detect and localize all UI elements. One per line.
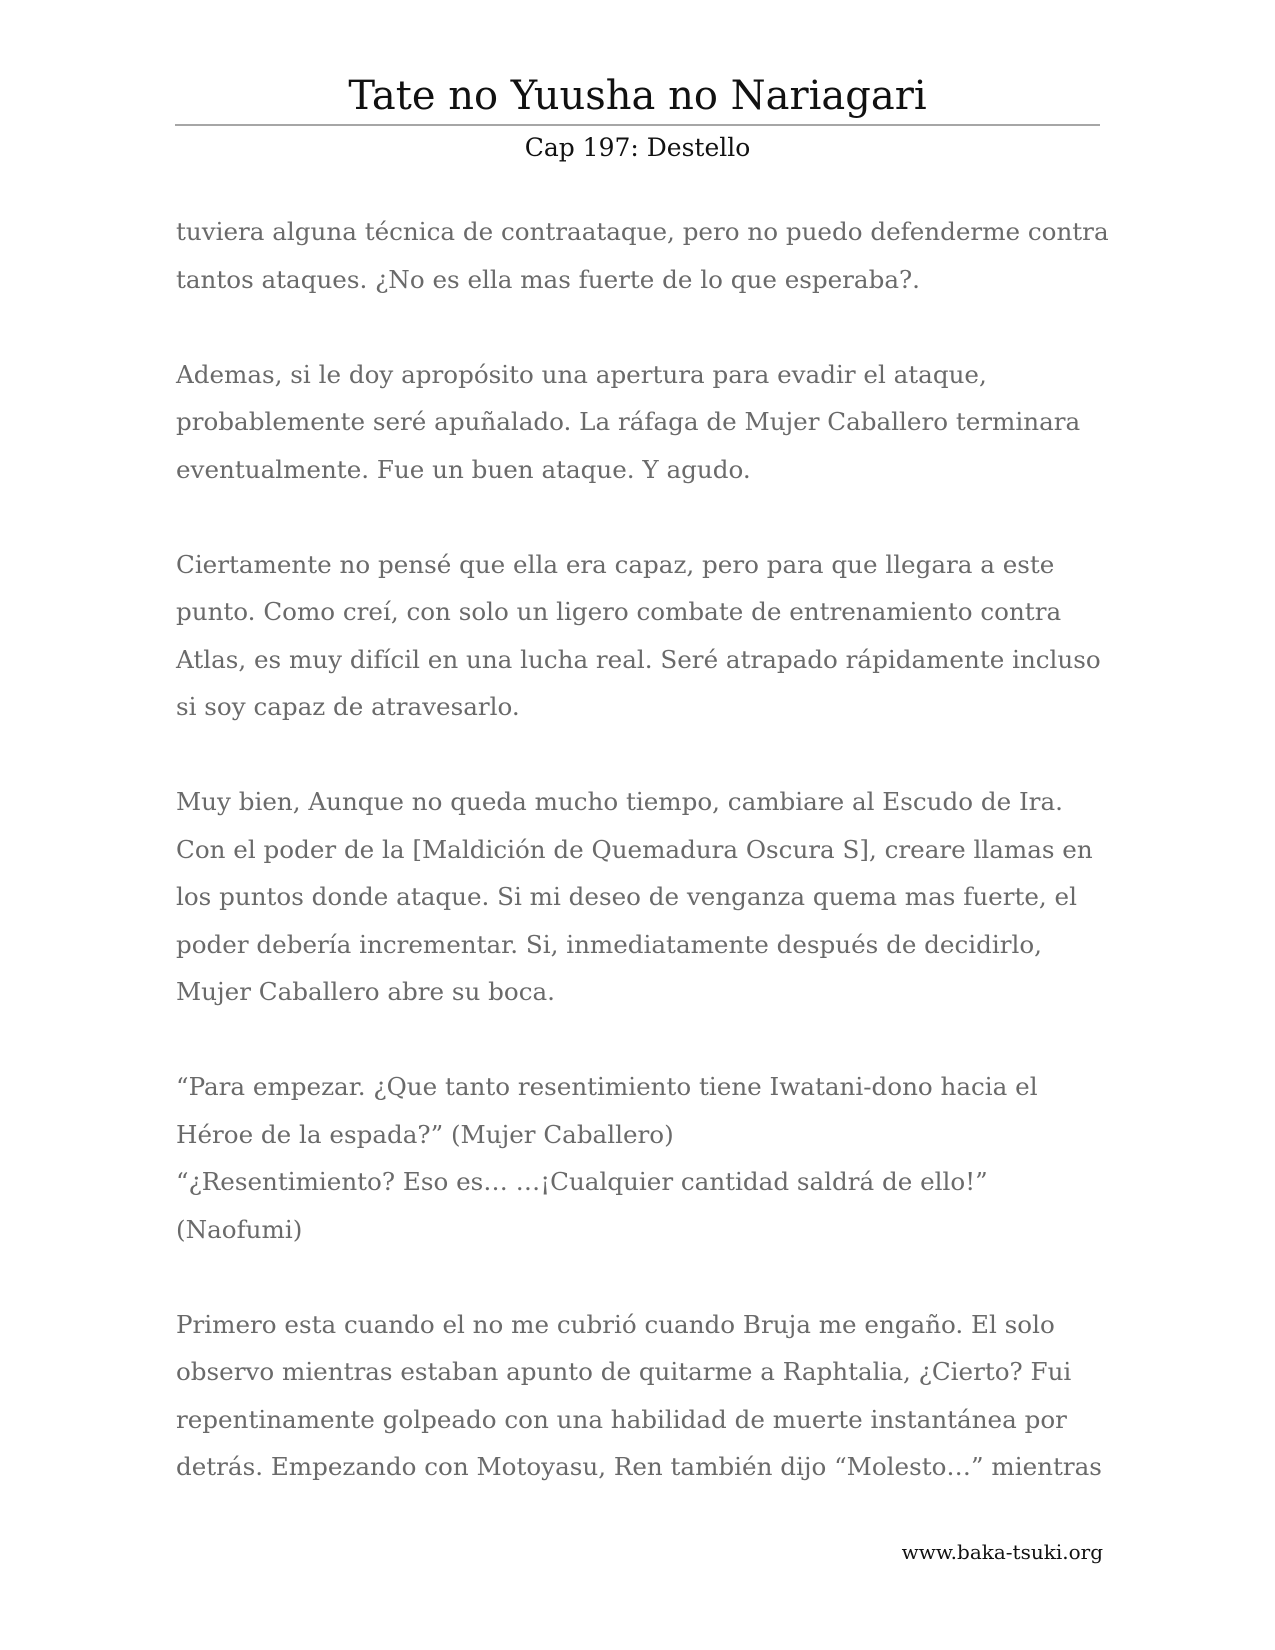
text-line: tantos ataques. ¿No es ella mas fuerte de lo que esperaba?.	[176, 264, 920, 294]
text-line: Primero esta cuando el no me cubrió cuando Bruja me engaño. El solo	[176, 1309, 1055, 1339]
text-line: eventualmente. Fue un buen ataque. Y agudo.	[176, 454, 751, 484]
text-line: los puntos donde ataque. Si mi deseo de venganza quema mas fuerte, el	[176, 882, 1077, 911]
text-line: Atlas, es muy difícil en una lucha real. Seré atrapado rápidamente incluso	[176, 644, 1101, 674]
text-line: Ademas, si le doy apropósito una apertura para evadir el ataque,	[176, 359, 987, 389]
paragraph-4	[176, 778, 1106, 1016]
paragraph-3	[176, 541, 1106, 731]
paragraph-2	[176, 351, 1106, 494]
paragraph-1	[176, 208, 1109, 303]
text-line: observo mientras estaban apunto de quitarme a Raphtalia, ¿Cierto? Fui	[176, 1357, 1072, 1386]
text-line: Mujer Caballero abre su boca.	[176, 977, 555, 1006]
text-line: (Naofumi)	[176, 1214, 303, 1244]
text-line: Con el poder de la [Maldición de Quemadura Oscura S], creare llamas en	[176, 834, 1093, 864]
header-divider	[175, 124, 1100, 126]
text-line: “¿Resentimiento? Eso es… …¡Cualquier cantidad saldrá de ello!”	[176, 1167, 988, 1196]
text-line: Héroe de la espada?” (Mujer Caballero)	[176, 1119, 674, 1149]
text-line: Ciertamente no pensé que ella era capaz, pero para que llegara a este	[176, 549, 1055, 579]
text-line: “Para empezar. ¿Que tanto resentimiento tiene Iwatani-dono hacia el	[176, 1072, 1038, 1101]
text-line: Muy bien, Aunque no queda mucho tiempo, cambiare al Escudo de Ira.	[176, 787, 1063, 816]
body-text	[176, 208, 1109, 1538]
text-line: si soy capaz de atravesarlo.	[176, 692, 520, 721]
text-line: tuviera alguna técnica de contraataque, pero no puedo defenderme contra	[176, 217, 1109, 246]
text-line: punto. Como creí, con solo un ligero combate de entrenamiento contra	[176, 597, 1062, 626]
text-line: poder debería incrementar. Si, inmediatamente después de decidirlo,	[176, 929, 1042, 959]
text-line: detrás. Empezando con Motoyasu, Ren también dijo “Molesto…” mientras	[176, 1452, 1102, 1481]
text-line: probablemente seré apuñalado. La ráfaga de Mujer Caballero terminara	[176, 407, 1081, 436]
footer-url: www.baka-tsuki.org	[901, 1540, 1103, 1564]
paragraph-5	[176, 1063, 1106, 1253]
text-line: repentinamente golpeado con una habilidad de muerte instantánea por	[176, 1404, 1067, 1434]
chapter-subtitle: Cap 197: Destello	[524, 133, 751, 162]
page-title: Tate no Yuusha no Nariagari	[348, 73, 927, 119]
page-header	[175, 70, 1100, 166]
paragraph-6	[176, 1301, 1106, 1491]
